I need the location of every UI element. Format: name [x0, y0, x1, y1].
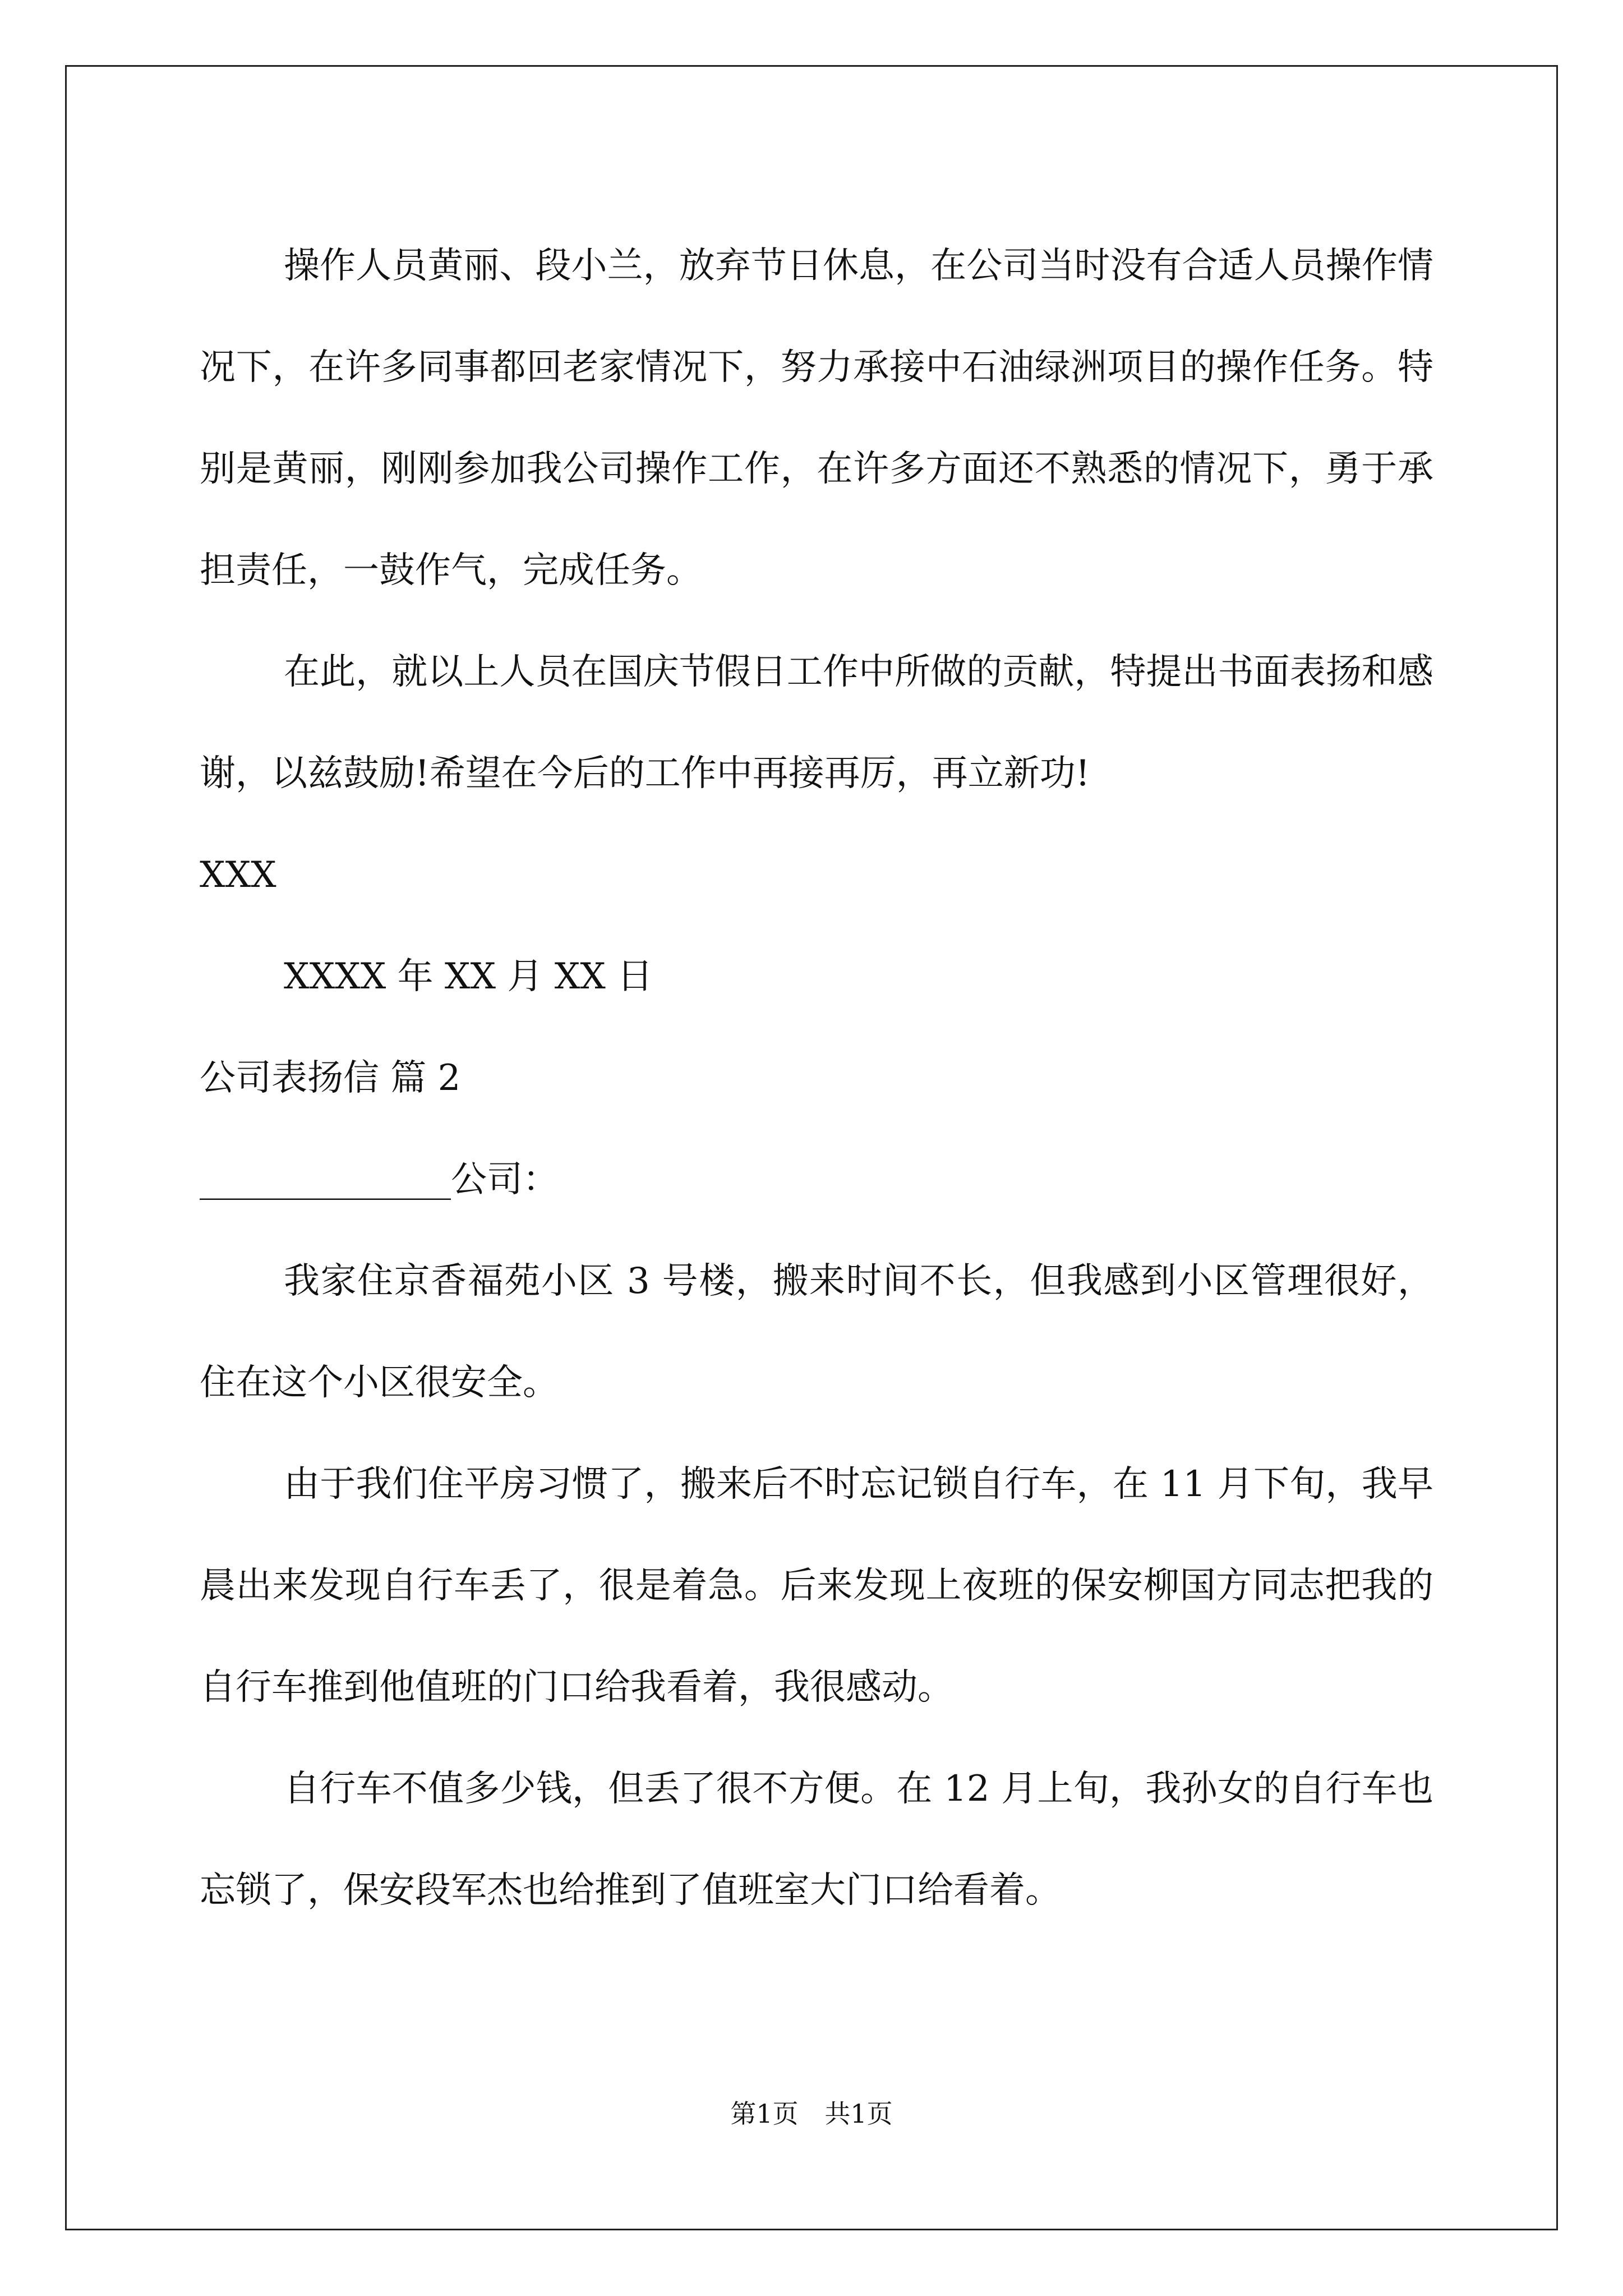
page-total: 共1页 — [824, 2099, 893, 2129]
salutation: ______________公司： — [200, 1159, 559, 1200]
page-number: 第1页 — [730, 2099, 799, 2129]
paragraph-commendation: 在此，就以上人员在国庆节假日工作中所做的贡献，特提出书面表扬和感谢，以兹鼓励!希望在今后的工作中再接再厉，再立新功! — [200, 651, 1433, 794]
paragraph-residence: 我家住京香福苑小区 3 号楼，搬来时间不长，但我感到小区管理很好，住在这个小区很安全。 — [200, 1260, 1433, 1404]
signature-date: XXXX 年 XX 月 XX 日 — [284, 956, 653, 997]
paragraph-second-incident: 自行车不值多少钱，但丢了很不方便。在 12 月上旬，我孙女的自行车也忘锁了，保安段军杰也给推到了值班室大门口给看着。 — [200, 1768, 1433, 1911]
document-body — [200, 215, 1433, 1941]
page-footer — [0, 2093, 1623, 2131]
paragraph-operators-praise: 操作人员黄丽、段小兰，放弃节日休息，在公司当时没有合适人员操作情况下，在许多同事都回老家情况下，努力承接中石油绿洲项目的操作任务。特别是黄丽，刚刚参加我公司操作工作，在许多方面还不熟悉的情况下，勇于承担责任，一鼓作气，完成任务。 — [200, 245, 1433, 591]
paragraph-bicycle-incident: 由于我们住平房习惯了，搬来后不时忘记锁自行车，在 11 月下旬，我早晨出来发现自行车丢了，很是着急。后来发现上夜班的保安柳国方同志把我的自行车推到他值班的门口给我看着，我很感动。 — [200, 1464, 1433, 1708]
section-heading: 公司表扬信 篇 2 — [200, 1057, 461, 1099]
signature-name: XXX — [200, 854, 276, 896]
